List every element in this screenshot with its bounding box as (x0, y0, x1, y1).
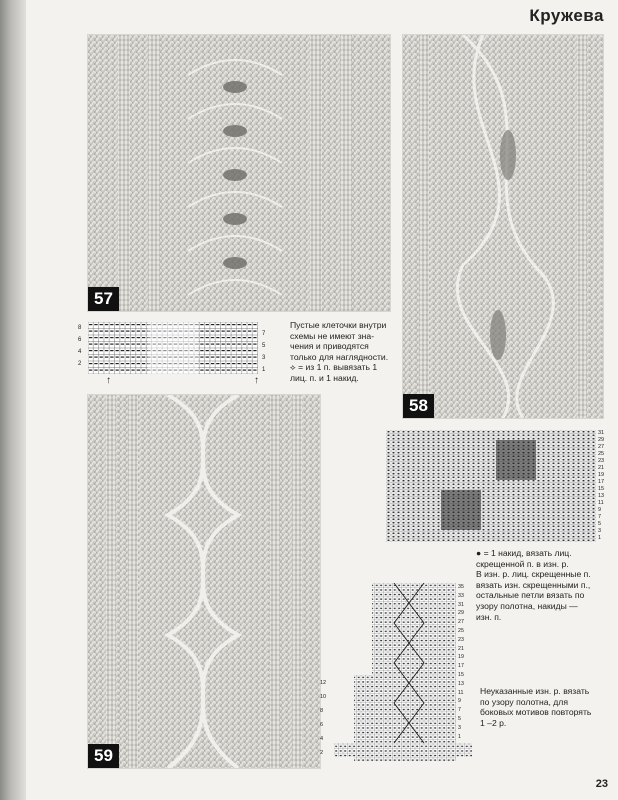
row-number: 8 (78, 325, 82, 331)
stitch-grid-59 (334, 583, 472, 761)
note-line: В изн. р. лиц. скрещенные п. (476, 569, 591, 580)
book-spine-shadow (0, 0, 26, 800)
row-number: 15 (598, 486, 605, 492)
row-number: 1 (598, 535, 602, 541)
row-number: 2 (78, 361, 82, 367)
row-number: 5 (598, 521, 602, 527)
row-number: 23 (458, 636, 464, 643)
stitch-grid-58 (386, 430, 596, 542)
legend-note-59 (480, 686, 605, 728)
row-number: 25 (598, 451, 605, 457)
note-line: Пустые клеточки внутри (290, 320, 387, 330)
note-line: по узору полотна, для (480, 696, 568, 707)
row-number: 25 (458, 627, 464, 634)
photo-number-57: 57 (88, 287, 119, 311)
row-number: 7 (262, 331, 266, 337)
photo-58 (402, 34, 604, 419)
photo-number-58: 58 (403, 394, 434, 418)
note-line: скрещенной п. в изн. р. (476, 558, 569, 569)
row-number: 15 (458, 671, 464, 678)
note-line: боковых мотивов повторять (480, 707, 592, 718)
knit-texture-58 (403, 35, 603, 418)
row-number: 3 (458, 724, 461, 731)
note-line: остальные петли вязать по (476, 590, 585, 601)
page-title: Кружева (529, 6, 604, 25)
row-number: 21 (598, 465, 605, 471)
row-number: 29 (458, 610, 464, 617)
row-number: 11 (598, 500, 604, 506)
note-line: Неуказанные изн. р. вязать (480, 686, 590, 696)
chart-59 (320, 583, 492, 761)
row-number: 12 (320, 680, 327, 686)
row-number: 8 (320, 708, 324, 714)
row-number: 1 (458, 733, 461, 740)
row-number: 35 (458, 584, 464, 590)
row-number: 3 (598, 528, 602, 534)
photo-number-59: 59 (88, 744, 119, 768)
row-number: 4 (78, 349, 82, 355)
row-number: 19 (458, 654, 464, 661)
stitch-grid-57 (88, 322, 258, 374)
note-line: лиц. п. и 1 накид. (290, 372, 359, 383)
photo-57 (87, 34, 391, 312)
row-number: 31 (598, 430, 605, 436)
row-number: 4 (320, 736, 324, 742)
note-line: вязать изн. скрещенными п., (476, 579, 591, 590)
row-number: 27 (598, 444, 605, 450)
knit-texture-59 (88, 395, 320, 768)
row-number: 33 (458, 592, 464, 599)
legend-note-58 (476, 548, 606, 622)
row-number: 31 (458, 601, 464, 608)
row-number: 9 (458, 698, 461, 705)
row-number: 7 (458, 707, 461, 714)
row-number: 17 (458, 663, 464, 670)
note-line: узору полотна, накиды — (476, 600, 578, 611)
row-number: 13 (598, 493, 605, 499)
row-number: 9 (598, 507, 602, 513)
photo-59 (87, 394, 321, 769)
row-number: 23 (598, 458, 605, 464)
row-number: 21 (458, 645, 464, 652)
knit-texture-57 (88, 35, 390, 311)
note-line: ● = 1 накид, вязать лиц. (476, 548, 572, 558)
row-number: 13 (458, 680, 464, 687)
repeat-arrow-left-icon: ↑ (106, 375, 111, 386)
note-line: изн. п. (476, 611, 502, 622)
repeat-arrow-right-icon: ↑ (254, 375, 259, 386)
row-number: 27 (458, 619, 464, 626)
page-number: 23 (595, 778, 608, 790)
note-line: схемы не имеют зна- (290, 330, 375, 341)
note-line: 1 –2 р. (480, 717, 507, 728)
row-number: 10 (320, 694, 327, 700)
row-number: 1 (262, 367, 266, 373)
chart-58 (386, 430, 612, 545)
row-number: 5 (262, 343, 266, 349)
row-number: 2 (320, 750, 324, 756)
row-number: 11 (458, 689, 464, 696)
row-number: 17 (598, 479, 605, 485)
note-line: только для наглядности. (290, 351, 389, 362)
legend-note-57 (290, 320, 400, 384)
row-number: 5 (458, 715, 461, 722)
row-number: 6 (78, 337, 82, 343)
row-number: 7 (598, 514, 602, 520)
row-number: 3 (262, 355, 266, 361)
row-number: 19 (598, 472, 605, 478)
note-line: ⟡ = из 1 п. вывязать 1 (290, 362, 378, 373)
note-line: чения и приводятся (290, 341, 369, 352)
row-number: 29 (598, 437, 605, 443)
chart-57 (78, 322, 280, 386)
row-number: 6 (320, 722, 324, 728)
